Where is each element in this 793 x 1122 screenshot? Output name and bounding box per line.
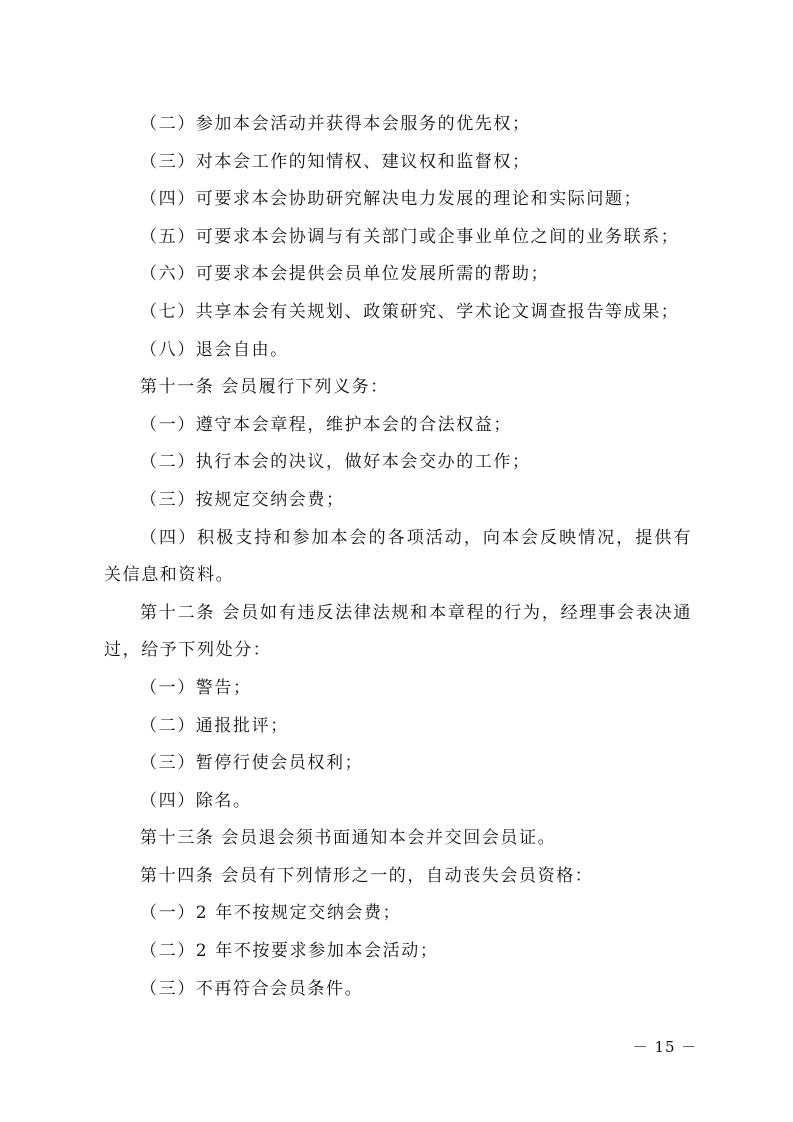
clause-line: （一）2 年不按规定交纳会费； [140,903,402,924]
clause-line: （八）退会自由。 [140,339,289,360]
clause-line: （三）按规定交纳会费； [140,489,345,510]
article-paragraph: 第十二条 会员如有违反法律法规和本章程的行为，经理事会表决通过，给予下列处分： [104,602,692,661]
clause-line: （二）执行本会的决议，做好本会交办的工作； [140,452,531,473]
clause-line: （三）不再符合会员条件。 [140,978,364,999]
clause-line: （五）可要求本会协调与有关部门或企事业单位之间的业务联系； [140,226,680,247]
document-body [104,106,692,1008]
article-heading: 第十四条 会员有下列情形之一的，自动丧失会员资格： [140,865,594,886]
page-number: － 15 － [632,1038,698,1056]
clause-line: （二）2 年不按要求参加本会活动； [140,941,439,962]
clause-line: （七）共享本会有关规划、政策研究、学术论文调查报告等成果； [140,301,680,322]
article-heading: 第十一条 会员履行下列义务： [140,377,389,398]
clause-line: （一）警告； [140,677,252,698]
clause-line: （二）通报批评； [140,715,289,736]
clause-paragraph: （四）积极支持和参加本会的各项活动，向本会反映情况，提供有关信息和资料。 [104,527,692,586]
clause-line: （三）暂停行使会员权利； [140,753,364,774]
clause-line: （一）遵守本会章程，维护本会的合法权益； [140,414,512,435]
clause-line: （六）可要求本会提供会员单位发展所需的帮助； [140,264,550,285]
clause-line: （三）对本会工作的知情权、建议权和监督权； [140,151,531,172]
clause-line: （四）可要求本会协助研究解决电力发展的理论和实际问题； [140,189,643,210]
clause-line: （四）除名。 [140,790,252,811]
clause-line: （二）参加本会活动并获得本会服务的优先权； [140,114,531,134]
article-heading: 第十三条 会员退会须书面通知本会并交回会员证。 [140,828,557,849]
